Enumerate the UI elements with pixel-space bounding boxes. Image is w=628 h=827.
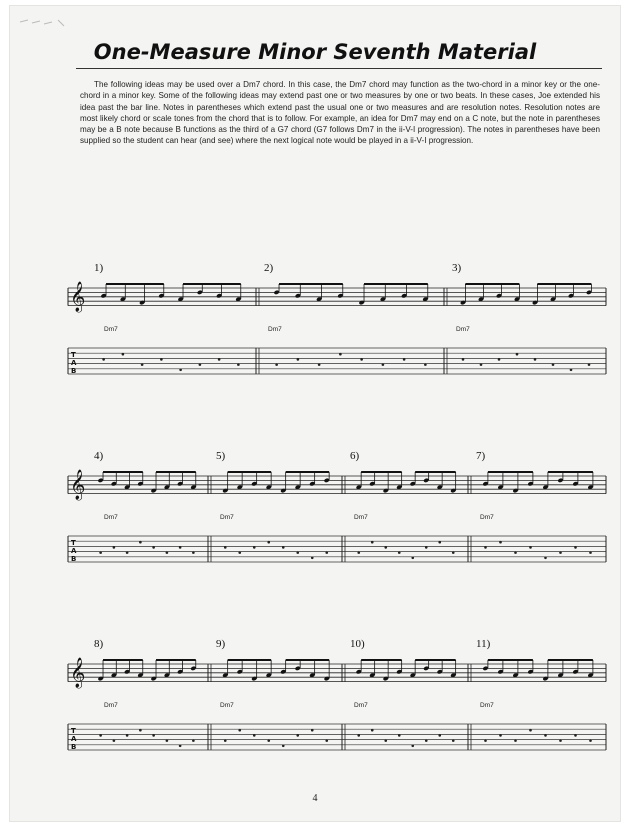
- chord-symbol: Dm7: [220, 702, 234, 709]
- tab-fret-mark: [411, 745, 414, 748]
- tab-fret-mark: [99, 734, 102, 737]
- tab-letter: A: [71, 359, 77, 367]
- sheet-music-page: [10, 6, 620, 821]
- tab-fret-mark: [574, 546, 577, 549]
- tab-fret-mark: [574, 734, 577, 737]
- tab-fret-mark: [192, 551, 195, 554]
- tab-fret-mark: [218, 358, 221, 361]
- chord-symbol: Dm7: [104, 326, 118, 333]
- tab-fret-mark: [425, 739, 428, 742]
- tab-fret-mark: [253, 546, 256, 549]
- tab-letter: B: [71, 743, 77, 751]
- tab-fret-mark: [425, 546, 428, 549]
- tab-fret-mark: [411, 557, 414, 560]
- tab-letter: A: [71, 547, 77, 555]
- tab-fret-mark: [99, 551, 102, 554]
- tab-fret-mark: [238, 729, 241, 732]
- tab-fret-mark: [224, 739, 227, 742]
- tab-letter: A: [71, 735, 77, 743]
- tab-fret-mark: [357, 551, 360, 554]
- chord-symbol: Dm7: [220, 514, 234, 521]
- tab-fret-mark: [424, 363, 427, 366]
- tab-fret-mark: [398, 551, 401, 554]
- tab-fret-mark: [192, 739, 195, 742]
- chord-symbol: Dm7: [268, 326, 282, 333]
- tab-fret-mark: [126, 551, 129, 554]
- tab-fret-mark: [398, 734, 401, 737]
- chord-symbol: Dm7: [354, 514, 368, 521]
- tab-fret-mark: [357, 734, 360, 737]
- notation-graphic: [68, 446, 610, 576]
- page-number: 4: [312, 793, 318, 804]
- tab-fret-mark: [559, 551, 562, 554]
- tab-fret-mark: [514, 551, 517, 554]
- example-number: 5): [216, 450, 226, 462]
- tab-fret-mark: [589, 551, 592, 554]
- tab-fret-mark: [484, 739, 487, 742]
- tab-fret-mark: [544, 557, 547, 560]
- tab-fret-mark: [179, 745, 182, 748]
- tab-fret-mark: [462, 358, 465, 361]
- chord-symbol: Dm7: [354, 702, 368, 709]
- tab-fret-mark: [588, 363, 591, 366]
- treble-clef-icon: 𝄞: [70, 658, 86, 688]
- chord-symbol: Dm7: [480, 514, 494, 521]
- tab-fret-mark: [253, 734, 256, 737]
- tab-fret-mark: [403, 358, 406, 361]
- tab-fret-mark: [589, 739, 592, 742]
- tab-fret-mark: [499, 734, 502, 737]
- notation-graphic: [68, 634, 610, 764]
- tab-fret-mark: [297, 358, 300, 361]
- music-system-3: [68, 634, 608, 774]
- tab-fret-mark: [199, 363, 202, 366]
- tab-fret-mark: [237, 363, 240, 366]
- tab-fret-mark: [452, 551, 455, 554]
- tab-fret-mark: [384, 739, 387, 742]
- tab-fret-mark: [166, 551, 169, 554]
- tab-fret-mark: [102, 358, 105, 361]
- tab-letter: T: [71, 351, 76, 359]
- chord-symbol: Dm7: [456, 326, 470, 333]
- tab-fret-mark: [126, 734, 129, 737]
- tab-fret-mark: [179, 546, 182, 549]
- tab-fret-mark: [544, 734, 547, 737]
- tab-fret-mark: [224, 546, 227, 549]
- tab-fret-mark: [484, 546, 487, 549]
- chord-symbol: Dm7: [104, 702, 118, 709]
- title-underline: [76, 68, 602, 69]
- tab-fret-mark: [452, 739, 455, 742]
- tab-fret-mark: [122, 353, 125, 356]
- example-number: 2): [264, 262, 274, 274]
- tab-fret-mark: [275, 363, 278, 366]
- tab-fret-mark: [514, 739, 517, 742]
- tab-fret-mark: [296, 551, 299, 554]
- tab-letter: B: [71, 367, 77, 375]
- example-number: 4): [94, 450, 104, 462]
- example-number: 7): [476, 450, 486, 462]
- tab-fret-mark: [498, 358, 501, 361]
- example-number: 6): [350, 450, 360, 462]
- tab-fret-mark: [139, 729, 142, 732]
- music-system-1: [68, 258, 608, 398]
- tab-fret-mark: [311, 557, 314, 560]
- page-smudge: [18, 14, 78, 32]
- tab-fret-mark: [325, 551, 328, 554]
- tab-letter: T: [71, 727, 76, 735]
- tab-fret-mark: [325, 739, 328, 742]
- tab-fret-mark: [238, 551, 241, 554]
- tab-fret-mark: [296, 734, 299, 737]
- tab-fret-mark: [141, 363, 144, 366]
- tab-letter: B: [71, 555, 77, 563]
- music-system-2: [68, 446, 608, 586]
- example-number: 11): [476, 638, 491, 650]
- treble-clef-icon: 𝄞: [70, 470, 86, 500]
- tab-fret-mark: [371, 729, 374, 732]
- tab-fret-mark: [559, 739, 562, 742]
- tab-fret-mark: [382, 363, 385, 366]
- tab-fret-mark: [267, 739, 270, 742]
- tab-fret-mark: [113, 739, 116, 742]
- example-number: 9): [216, 638, 226, 650]
- tab-fret-mark: [529, 546, 532, 549]
- tab-fret-mark: [152, 546, 155, 549]
- tab-fret-mark: [166, 739, 169, 742]
- chord-symbol: Dm7: [480, 702, 494, 709]
- tab-fret-mark: [480, 363, 483, 366]
- tab-fret-mark: [384, 546, 387, 549]
- tab-fret-mark: [529, 729, 532, 732]
- tab-fret-mark: [360, 358, 363, 361]
- tab-fret-mark: [282, 745, 285, 748]
- intro-paragraph: The following ideas may be used over a Dm7 chord. In this case, the Dm7 chord may function as the two-chord in a minor key or the one-chord in a minor key. Some of the following ideas may extend past one or two measures by one or two beats. In these cases, Joe extended his idea past the bar line. Notes in parentheses which extend past the usual one or two measures and are resolution notes. Resolution notes are most likely chord or scale tones from the chord that is to follow. For example, an idea for Dm7 may end on a C note, but the note in parentheses may be a B note because B functions as the third of a G7 chord (G7 follows Dm7 in the ii-V-I progression). The notes in parentheses have been supplied so the student can hear (and see) where the next logical note would be played in a ii-V-I progression.: [80, 80, 600, 146]
- tab-fret-mark: [160, 358, 163, 361]
- tab-fret-mark: [516, 353, 519, 356]
- example-number: 3): [452, 262, 462, 274]
- tab-fret-mark: [552, 363, 555, 366]
- tab-fret-mark: [179, 369, 182, 372]
- treble-clef-icon: 𝄞: [70, 282, 86, 312]
- tab-fret-mark: [339, 353, 342, 356]
- tab-fret-mark: [139, 541, 142, 544]
- tab-fret-mark: [113, 546, 116, 549]
- page-title: One-Measure Minor Seventh Material: [93, 40, 537, 64]
- tab-fret-mark: [570, 369, 573, 372]
- tab-fret-mark: [318, 363, 321, 366]
- tab-fret-mark: [371, 541, 374, 544]
- tab-fret-mark: [438, 734, 441, 737]
- tab-fret-mark: [499, 541, 502, 544]
- notation-graphic: [68, 258, 610, 388]
- example-number: 8): [94, 638, 104, 650]
- tab-fret-mark: [534, 358, 537, 361]
- example-number: 10): [350, 638, 365, 650]
- tab-fret-mark: [438, 541, 441, 544]
- tab-fret-mark: [152, 734, 155, 737]
- chord-symbol: Dm7: [104, 514, 118, 521]
- example-number: 1): [94, 262, 104, 274]
- tab-letter: T: [71, 539, 76, 547]
- tab-fret-mark: [311, 729, 314, 732]
- tab-fret-mark: [282, 546, 285, 549]
- tab-fret-mark: [267, 541, 270, 544]
